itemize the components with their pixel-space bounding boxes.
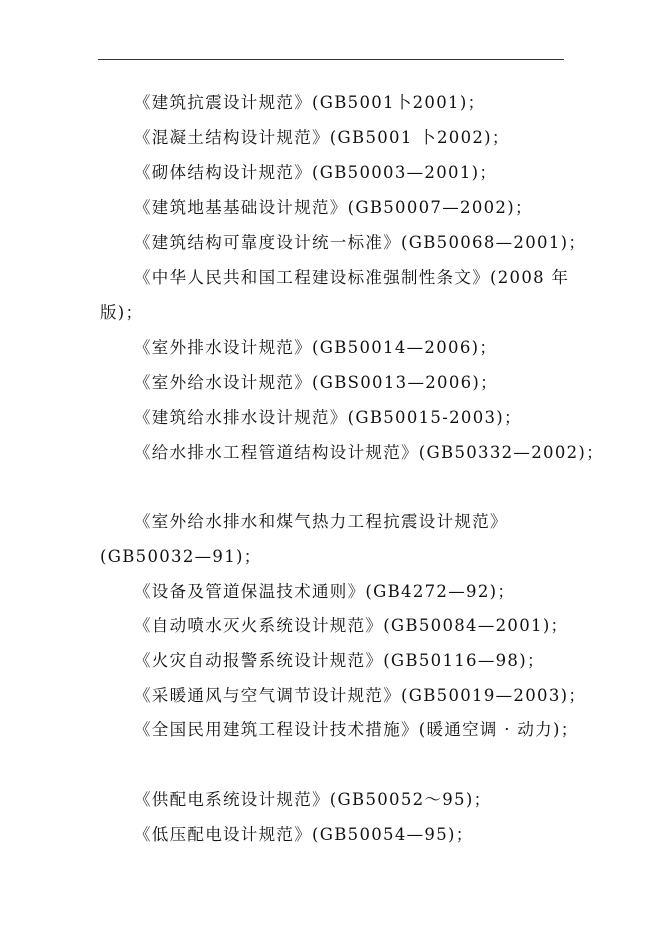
text-line: 《建筑结构可靠度设计统一标准》(GB50068—2001)；	[134, 233, 587, 252]
text-line: 《设备及管道保温技术通则》(GB4272—92)；	[134, 582, 516, 601]
text-line: 《室外给水设计规范》(GBS0013—2006)；	[134, 373, 498, 392]
text-line: 版)；	[100, 303, 144, 322]
text-line: 《低压配电设计规范》(GB50054—95)；	[134, 825, 474, 844]
text-line: 《全国民用建筑工程设计技术措施》(暖通空调 · 动力)；	[134, 720, 579, 739]
text-line: 《建筑给水排水设计规范》(GB50015-2003)；	[134, 408, 522, 427]
text-line: 《采暖通风与空气调节设计规范》(GB50019—2003)；	[134, 686, 587, 705]
text-line: 《火灾自动报警系统设计规范》(GB50116—98)；	[134, 651, 545, 670]
text-line: 《建筑地基基础设计规范》(GB50007—2002)；	[134, 198, 533, 217]
text-line: 《建筑抗震设计规范》(GB5001卜2001)；	[134, 93, 486, 112]
text-line: 《室外排水设计规范》(GB50014—2006)；	[134, 338, 498, 357]
text-line: (GB50032—91)；	[100, 547, 262, 566]
text-line: 《室外给水排水和煤气热力工程抗震设计规范》	[134, 512, 508, 531]
text-line: 《给水排水工程管道结构设计规范》(GB50332—2002)；	[134, 443, 604, 462]
text-line: 《砌体结构设计规范》(GB50003—2001)；	[134, 163, 498, 182]
header-rule	[98, 59, 564, 60]
text-line: 《供配电系统设计规范》(GB50052～95)；	[134, 790, 492, 809]
text-line: 《混凝土结构设计规范》(GB5001 卜2002)；	[134, 128, 510, 147]
text-line: 《自动喷水灭火系统设计规范》(GB50084—2001)；	[134, 616, 569, 635]
text-line: 《中华人民共和国工程建设标准强制性条文》(2008 年	[134, 268, 570, 287]
